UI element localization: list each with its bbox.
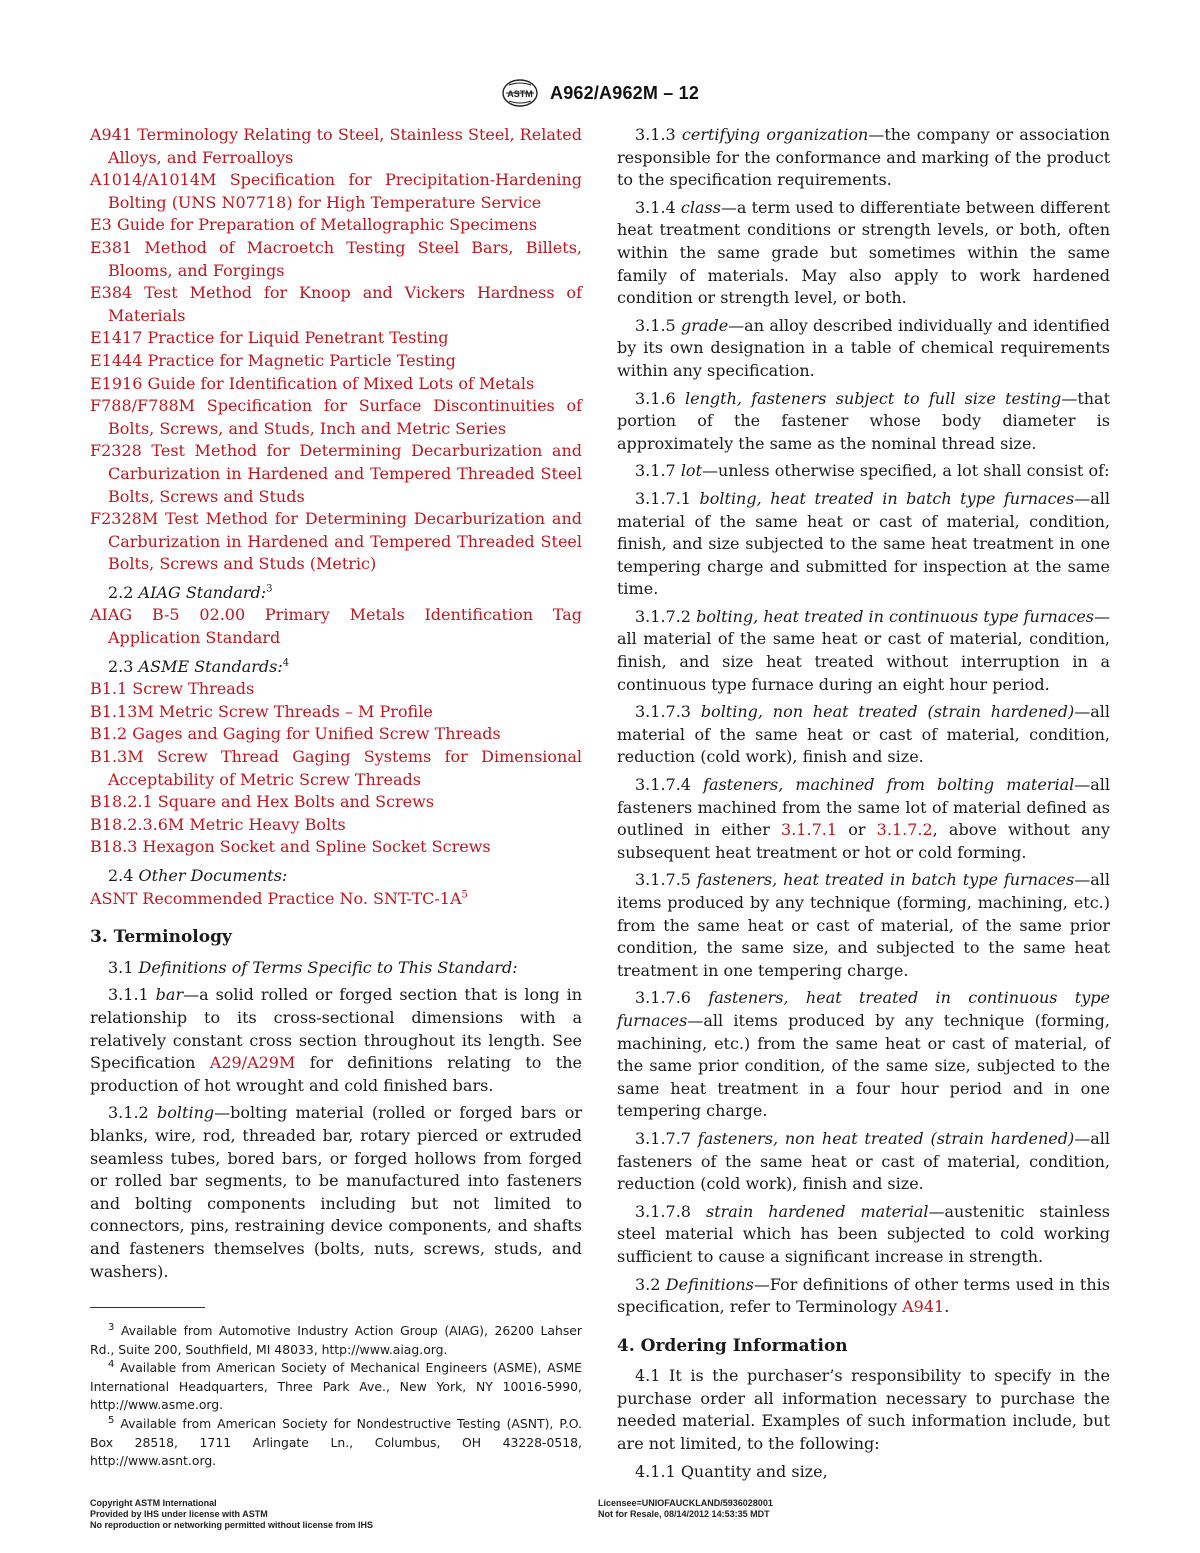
reference-code[interactable]: B18.2.1 — [90, 792, 153, 812]
footnote-number: 5 — [108, 1414, 115, 1426]
reference-code[interactable]: E1417 — [90, 328, 143, 348]
reference-title[interactable]: Metric Screw Threads – M Profile — [158, 701, 433, 721]
paragraph-3-1: 3.1 Definitions of Terms Specific to This Standard: — [108, 957, 518, 977]
reference-link[interactable]: 3.1.7.1 — [781, 820, 838, 840]
footnote-text: Available from American Society of Mechanical Engineers (ASME), ASME International Headquarters, Three Park Ave., New York, NY 10016-5990, http://www.asme.org. — [90, 1360, 582, 1413]
reference-code[interactable]: E1916 — [90, 373, 143, 393]
license-notice: Licensee=UNIOFAUCKLAND/5936028001 Not for Resale, 08/14/2012 14:53:35 MDT — [598, 1498, 773, 1519]
svg-text:ASTM: ASTM — [507, 89, 533, 99]
reference-title[interactable]: Specification for Precipitation-Hardening Bolting (UNS N07718) for High Temperature Service — [108, 170, 582, 212]
reference-link[interactable]: A941 — [902, 1297, 945, 1317]
reference-code[interactable]: B18.3 — [90, 837, 138, 857]
asme-standards-label: 2.3 ASME Standards:$^4$ — [108, 656, 290, 676]
reference-title[interactable]: Test Method for Knoop and Vickers Hardness of Materials — [108, 283, 582, 325]
reference-link[interactable]: 3.1.7.2 — [876, 820, 933, 840]
reference-title[interactable]: Gages and Gaging for Unified Screw Threads — [132, 724, 501, 744]
copyright-notice: Copyright ASTM International Provided by IHS under license with ASTM No reproduction or networking permitted without license from IHS — [90, 1498, 374, 1530]
footnote-number: 4 — [108, 1359, 115, 1371]
reference-code[interactable]: B18.2.3.6M — [90, 814, 185, 834]
paragraph-3-1-7: 3.1.7 lot—unless otherwise specified, a lot shall consist of: — [635, 461, 1110, 481]
reference-code[interactable]: F2328M — [90, 509, 159, 529]
paragraph-3-1-7-2: 3.1.7.2 bolting, heat treated in continuous type furnaces—all material of the same heat or cast of material, condition, finish, and size heat treated without interruption in a continuous type furnace during an eight hour period. — [617, 606, 1110, 694]
reference-item[interactable] — [90, 836, 582, 859]
footnote — [90, 1359, 582, 1415]
referenced-documents-asme — [90, 678, 582, 859]
reference-title[interactable]: Screw Thread Gaging Systems for Dimensional Acceptability of Metric Screw Threads — [108, 747, 582, 789]
paragraph-3-1-3: 3.1.3 certifying organization—the company or association responsible for the conformance and marking of the product to the specification requirements. — [617, 125, 1110, 190]
reference-item[interactable] — [90, 373, 582, 396]
reference-link[interactable]: A29/A29M — [209, 1053, 296, 1073]
paragraph-3-1-1: 3.1.1 bar—a solid rolled or forged section that is long in relationship to its cross-sectional dimensions with a relatively constant cross section throughout its length. See Specification A29/A29M for definitions relating to the production of hot wrought and cold finished bars. — [90, 985, 583, 1095]
referenced-documents-other — [90, 888, 582, 911]
paragraph-3-1-7-8: 3.1.7.8 strain hardened material—austenitic stainless steel material which has been subjected to cold working sufficient to cause a significant increase in strength. — [617, 1201, 1111, 1266]
paragraph-3-1-4: 3.1.4 class—a term used to differentiate between different heat treatment conditions or strength levels, or both, often within the same grade but sometimes within the same family of materials. May also apply to work hardened condition or strength level, or both. — [617, 197, 1110, 308]
footnote-text: Available from American Society for Nondestructive Testing (ASNT), P.O. Box 28518, 1711 Arlingate Ln., Columbus, OH 43228-0518, http://www.asnt.org. — [90, 1415, 582, 1469]
reference-code[interactable]: AIAG B-5 02.00 — [90, 605, 246, 625]
section-heading-ordering-information: 4. Ordering Information — [617, 1335, 848, 1356]
reference-code[interactable]: E3 — [90, 215, 112, 235]
document-designation: A962/A962M – 12 — [550, 82, 700, 103]
paragraph-3-2: 3.2 Definitions—For definitions of other terms used in this specification, refer to Terminology A941. — [617, 1274, 1110, 1317]
reference-title[interactable]: Method of Macroetch Testing Steel Bars, Billets, Blooms, and Forgings — [108, 237, 582, 280]
reference-title[interactable]: Screw Threads — [132, 679, 255, 699]
page-header — [0, 78, 1200, 112]
paragraph-3-1-7-5: 3.1.7.5 fasteners, heat treated in batch type furnaces—all items produced by any technique (forming, machining, etc.) from the same heat or cast of material, of the same prior condition, the same size, and subjected to the same heat treatment in one tempering charge. — [617, 870, 1110, 980]
reference-item[interactable] — [90, 395, 582, 440]
reference-code[interactable]: F2328 — [90, 441, 142, 461]
reference-title[interactable]: Hexagon Socket and Spline Socket Screws — [142, 837, 491, 857]
reference-title[interactable]: Test Method for Determining Decarburization and Carburization in Hardened and Tempered Threaded Steel Bolts, Screws and Studs (Metric) — [108, 509, 583, 574]
reference-title[interactable]: Square and Hex Bolts and Screws — [157, 792, 435, 812]
reference-title[interactable]: Primary Metals Identification Tag Application Standard — [108, 605, 582, 648]
footnote-text: Available from Automotive Industry Action Group (AIAG), 26200 Lahser Rd., Suite 200, Southfield, MI 48033, http://www.aiag.org. — [90, 1323, 582, 1357]
reference-code[interactable]: E1444 — [90, 350, 143, 370]
paragraph-3-1-7-7: 3.1.7.7 fasteners, non heat treated (strain hardened)—all fasteners of the same heat or cast of material, condition, reduction (cold work), finish and size. — [617, 1128, 1110, 1194]
reference-code[interactable]: B1.1 — [90, 679, 128, 699]
footnote-number: 3 — [108, 1321, 115, 1333]
reference-item[interactable] — [90, 814, 582, 837]
paragraph-3-1-6: 3.1.6 length, fasteners subject to full size testing—that portion of the fastener whose body diameter is approximately the same as the nominal thread size. — [617, 388, 1111, 453]
reference-code[interactable]: F788/F788M — [90, 396, 196, 416]
aiag-standard-label: 2.2 AIAG Standard:$^3$ — [108, 582, 273, 602]
reference-item[interactable] — [90, 327, 582, 350]
paragraph-3-1-7-3: 3.1.7.3 bolting, non heat treated (strain hardened)—all material of the same heat or cast of material, condition, reduction (cold work), finish and size. — [617, 702, 1111, 767]
referenced-documents-astm — [90, 124, 582, 576]
reference-code[interactable]: E381 — [90, 237, 133, 257]
reference-item[interactable] — [90, 508, 582, 576]
reference-item[interactable] — [90, 746, 582, 791]
reference-item[interactable] — [90, 237, 582, 282]
reference-item[interactable] — [90, 124, 582, 169]
astm-logo-icon — [501, 78, 539, 108]
footnote-divider — [90, 1307, 205, 1308]
paragraph-3-1-7-4: 3.1.7.4 fasteners, machined from bolting material—all fasteners machined from the same lot of material defined as outlined in either 3.1.7.1 or 3.1.7.2, above without any subsequent heat treatment or hot or cold forming. — [617, 775, 1111, 862]
paragraph-3-1-7-1: 3.1.7.1 bolting, heat treated in batch type furnaces—all material of the same heat or cast of material, condition, finish, and size subjected to the same heat treatment in one tempering charge and submitted for inspection at the same time. — [617, 488, 1111, 599]
reference-link[interactable]: ASNT Recommended Practice No. SNT-$TC-1A^5$ — [90, 888, 468, 908]
reference-title[interactable]: Practice for Liquid Penetrant Testing — [147, 328, 449, 348]
paragraph-4-1-1: 4.1.1 Quantity and size, — [635, 1461, 828, 1481]
referenced-documents-aiag — [90, 604, 582, 649]
reference-item[interactable] — [90, 350, 582, 373]
left-column — [90, 124, 582, 1288]
paragraph-3-1-5: 3.1.5 grade—an alloy described individually and identified by its own designation in a table of chemical requirements within any specification. — [617, 315, 1111, 380]
reference-title[interactable]: Specification for Surface Discontinuities of Bolts, Screws, and Studs, Inch and Metric Series — [108, 396, 582, 438]
reference-code[interactable]: B1.2 — [90, 724, 128, 744]
reference-title[interactable]: Metric Heavy Bolts — [189, 814, 346, 834]
reference-item[interactable] — [90, 723, 582, 746]
reference-item[interactable] — [90, 678, 582, 701]
reference-item[interactable] — [90, 701, 582, 724]
reference-item[interactable] — [90, 791, 582, 814]
reference-code[interactable]: B1.3M — [90, 747, 144, 767]
paragraph-3-1-2: 3.1.2 bolting—bolting material (rolled or forged bars or blanks, wire, rod, threaded bar, rotary pierced or extruded seamless tubes, bored bars, or forged hollows from forged or rolled bar segments, to be manufactured into fasteners and bolting components including but not limited to connectors, pins, restraining device components, and shafts and fasteners themselves (bolts, nuts, screws, studs, and washers). — [90, 1103, 582, 1281]
reference-title[interactable]: Guide for Identification of Mixed Lots of Metals — [147, 373, 535, 393]
reference-title[interactable]: Guide for Preparation of Metallographic Specimens — [116, 215, 538, 235]
reference-item[interactable] — [90, 440, 582, 508]
reference-code[interactable]: A1014/A1014M — [90, 170, 217, 190]
right-column — [617, 124, 1110, 1488]
footnotes — [90, 1322, 582, 1471]
reference-item[interactable] — [90, 214, 582, 237]
reference-title[interactable]: Test Method for Determining Decarburization and Carburization in Hardened and Tempered Threaded Steel Bolts, Screws and Studs — [108, 441, 582, 506]
paragraph-4-1: 4.1 It is the purchaser’s responsibility to specify in the purchase order all information necessary to purchase the needed material. Examples of such information include, but are not limited, to the following: — [617, 1366, 1111, 1454]
reference-item[interactable] — [90, 604, 582, 649]
reference-item[interactable] — [90, 169, 582, 214]
reference-title[interactable]: Terminology Relating to Steel, Stainless Steel, Related Alloys, and Ferroalloys — [108, 125, 582, 167]
other-documents-label: 2.4 Other Documents: — [108, 866, 288, 885]
reference-title[interactable]: Practice for Magnetic Particle Testing — [147, 350, 456, 370]
reference-item[interactable] — [90, 282, 582, 327]
reference-code[interactable]: B1.13M — [90, 701, 154, 721]
section-heading-terminology: 3. Terminology — [90, 927, 232, 948]
reference-code[interactable]: E384 — [90, 283, 133, 303]
footnote — [90, 1322, 582, 1359]
paragraph-3-1-7-6: 3.1.7.6 fasteners, heat treated in continuous type furnaces—all items produced by any technique (forming, machining, etc.) from the same heat or cast of material, of the same prior condition, of the same size, subjected to the same heat treatment in a four hour period and in one tempering charge. — [617, 988, 1110, 1121]
reference-code[interactable]: A941 — [90, 125, 133, 144]
footnote — [90, 1415, 582, 1471]
